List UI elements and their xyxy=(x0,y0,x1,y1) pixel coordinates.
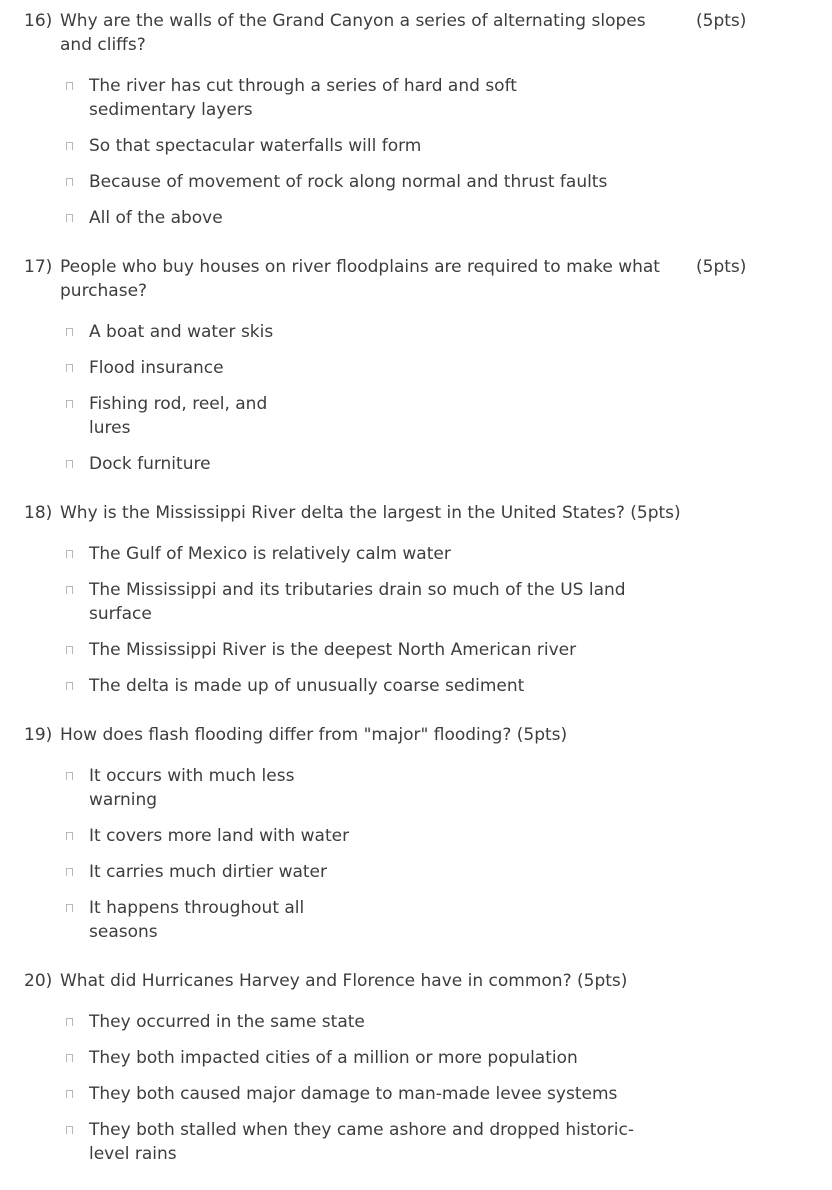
option-label: They both stalled when they came ashore and dropped historic-level rains xyxy=(89,1120,634,1164)
checkbox[interactable] xyxy=(66,550,73,558)
question-text: People who buy houses on river floodplains are required to make what purchase? xyxy=(60,257,660,301)
option-label: Fishing rod, reel, and lures xyxy=(89,394,268,438)
question-text: Why are the walls of the Grand Canyon a series of alternating slopes and cliffs? xyxy=(60,11,646,55)
checkbox[interactable] xyxy=(66,586,73,594)
checkbox[interactable] xyxy=(66,682,73,690)
option-label: The Mississippi River is the deepest North American river xyxy=(89,640,577,660)
question-text: Why is the Mississippi River delta the largest in the United States? (5pts) xyxy=(60,503,681,523)
option-label: It carries much dirtier water xyxy=(89,862,328,882)
option-label: The Mississippi and its tributaries drain so much of the US land surface xyxy=(89,580,626,624)
question-number: 18) xyxy=(24,503,53,523)
checkbox[interactable] xyxy=(66,82,73,90)
checkbox[interactable] xyxy=(66,328,73,336)
option-label: Dock furniture xyxy=(89,454,211,474)
checkbox[interactable] xyxy=(66,1126,73,1134)
checkbox[interactable] xyxy=(66,1090,73,1098)
question-number: 20) xyxy=(24,971,53,991)
option-label: They both impacted cities of a million or more population xyxy=(89,1048,578,1068)
question-points: (5pts) xyxy=(696,11,747,31)
option-label: The delta is made up of unusually coarse sediment xyxy=(89,676,525,696)
checkbox[interactable] xyxy=(66,646,73,654)
question-number: 16) xyxy=(24,11,53,31)
option-label: It covers more land with water xyxy=(89,826,350,846)
checkbox[interactable] xyxy=(66,904,73,912)
option-label: The river has cut through a series of hard and soft sedimentary layers xyxy=(89,76,517,120)
question-text: What did Hurricanes Harvey and Florence have in common? (5pts) xyxy=(60,971,628,991)
question-points: (5pts) xyxy=(696,257,747,277)
option-label: Because of movement of rock along normal and thrust faults xyxy=(89,172,608,192)
question-number: 17) xyxy=(24,257,53,277)
option-label: They both caused major damage to man-made levee systems xyxy=(89,1084,618,1104)
checkbox[interactable] xyxy=(66,1054,73,1062)
checkbox[interactable] xyxy=(66,832,73,840)
checkbox[interactable] xyxy=(66,214,73,222)
option-label: The Gulf of Mexico is relatively calm water xyxy=(89,544,451,564)
option-label: All of the above xyxy=(89,208,223,228)
checkbox[interactable] xyxy=(66,460,73,468)
question-text: How does flash flooding differ from "major" flooding? (5pts) xyxy=(60,725,568,745)
option-label: Flood insurance xyxy=(89,358,224,378)
checkbox[interactable] xyxy=(66,142,73,150)
option-label: They occurred in the same state xyxy=(89,1012,365,1032)
checkbox[interactable] xyxy=(66,868,73,876)
checkbox[interactable] xyxy=(66,1018,73,1026)
checkbox[interactable] xyxy=(66,364,73,372)
checkbox[interactable] xyxy=(66,400,73,408)
option-label: So that spectacular waterfalls will form xyxy=(89,136,422,156)
question-number: 19) xyxy=(24,725,53,745)
checkbox[interactable] xyxy=(66,178,73,186)
option-label: It occurs with much less warning xyxy=(89,766,295,810)
option-label: A boat and water skis xyxy=(89,322,274,342)
checkbox[interactable] xyxy=(66,772,73,780)
option-label: It happens throughout all seasons xyxy=(89,898,305,942)
